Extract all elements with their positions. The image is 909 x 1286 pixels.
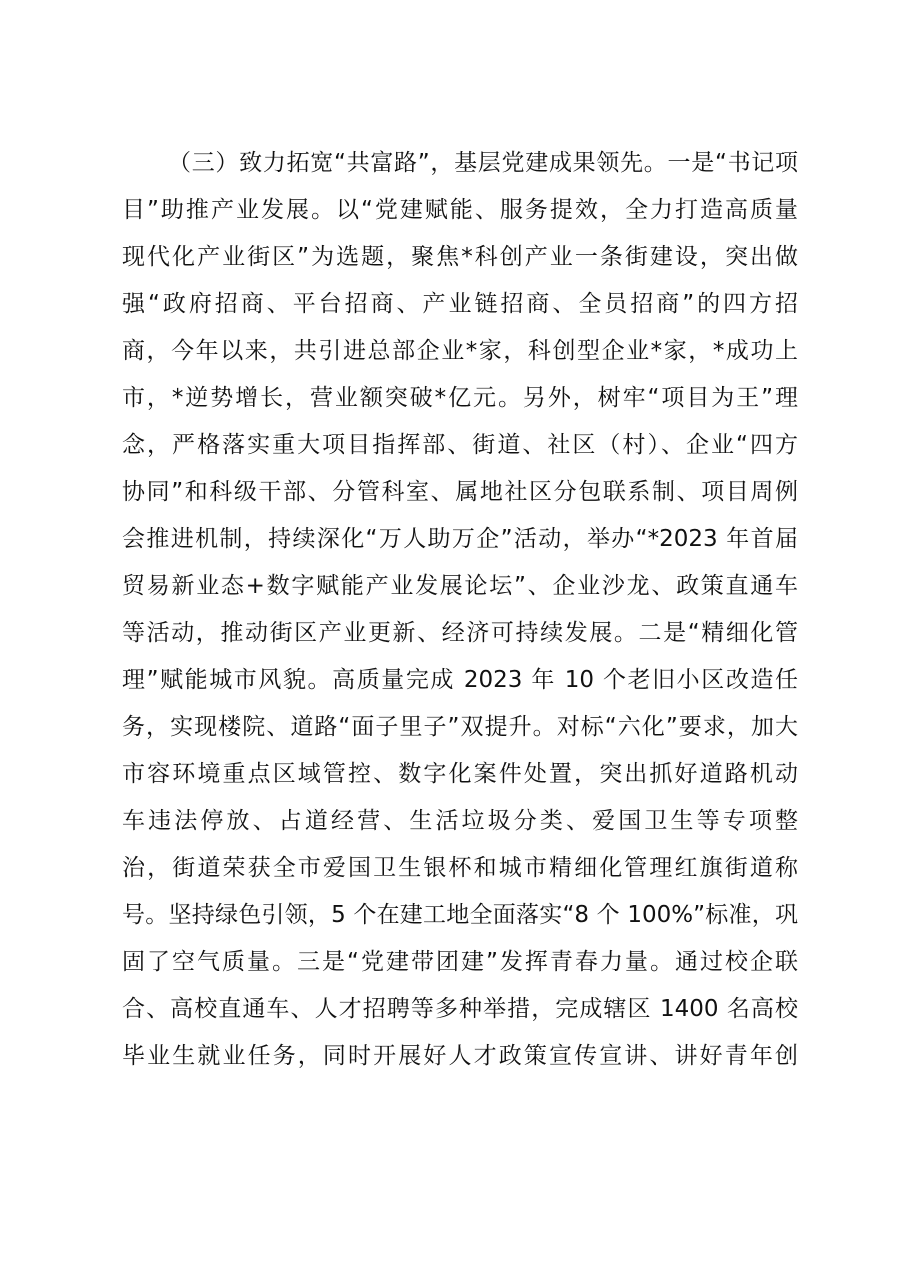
paragraph-line: 车违法停放、占道经营、生活垃圾分类、爱国卫生等专项整 [122,808,798,834]
paragraph-line: 会推进机制，持续深化“万人助万企”活动，举办“*2023 年首届 [122,526,798,552]
paragraph-line: 目”助推产业发展。以“党建赋能、服务提效，全力打造高质量 [122,197,798,223]
paragraph-line: 理”赋能城市风貌。高质量完成 2023 年 10 个老旧小区改造任 [122,667,798,693]
paragraph-line: 固了空气质量。三是“党建带团建”发挥青春力量。通过校企联 [122,949,798,975]
body-paragraph [122,140,798,1080]
paragraph-line: 治，街道荣获全市爱国卫生银杯和城市精细化管理红旗街道称 [122,855,798,881]
paragraph-line: 贸易新业态+数字赋能产业发展论坛”、企业沙龙、政策直通车 [122,573,798,599]
paragraph-line: 强“政府招商、平台招商、产业链招商、全员招商”的四方招 [122,291,798,317]
paragraph-line: 毕业生就业任务，同时开展好人才政策宣传宣讲、讲好青年创 [122,1043,798,1069]
paragraph-line: 协同”和科级干部、分管科室、属地社区分包联系制、项目周例 [122,479,798,505]
paragraph-line: 念，严格落实重大项目指挥部、街道、社区（村）、企业“四方 [122,432,798,458]
paragraph-line: 市容环境重点区域管控、数字化案件处置，突出抓好道路机动 [122,761,798,787]
paragraph-line: （三）致力拓宽“共富路”，基层党建成果领先。一是“书记项 [168,150,798,176]
paragraph-line: 市，*逆势增长，营业额突破*亿元。另外，树牢“项目为王”理 [122,385,798,411]
paragraph-line: 务，实现楼院、道路“面子里子”双提升。对标“六化”要求，加大 [122,714,798,740]
paragraph-line: 号。坚持绿色引领，5 个在建工地全面落实“8 个 100%”标准，巩 [122,902,798,928]
paragraph-line: 合、高校直通车、人才招聘等多种举措，完成辖区 1400 名高校 [122,996,798,1022]
paragraph-line: 等活动，推动街区产业更新、经济可持续发展。二是“精细化管 [122,620,798,646]
paragraph-line: 商，今年以来，共引进总部企业*家，科创型企业*家，*成功上 [122,338,798,364]
paragraph-line: 现代化产业街区”为选题，聚焦*科创产业一条街建设，突出做 [122,244,798,270]
